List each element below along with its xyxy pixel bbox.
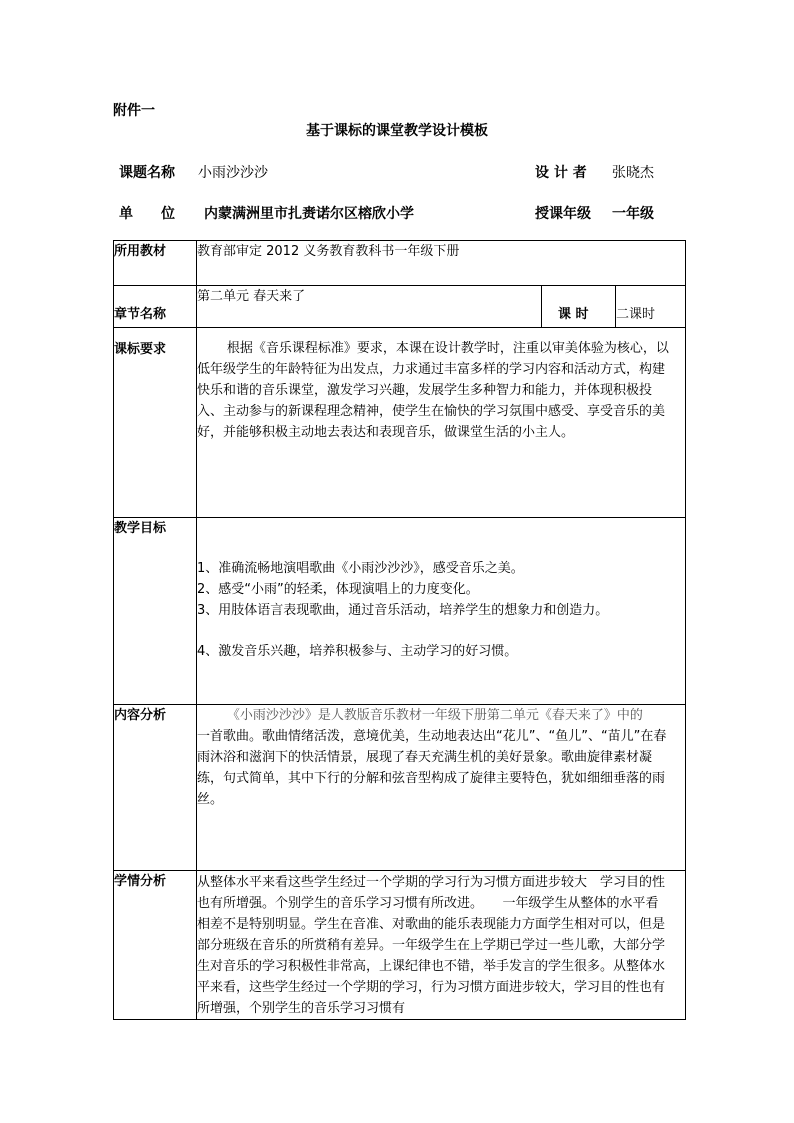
grade-label: 授课年级 bbox=[535, 206, 591, 222]
designer-value: 张晓杰 bbox=[612, 165, 654, 181]
designer-label: 设 计 者 bbox=[535, 165, 587, 181]
topic-value: 小雨沙沙沙 bbox=[198, 165, 268, 181]
hours-label: 课 时 bbox=[542, 286, 616, 328]
unit-label: 单 位 bbox=[119, 206, 175, 222]
goal-item: 1、准确流畅地演唱歌曲《小雨沙沙沙》，感受音乐之美。 bbox=[197, 561, 524, 576]
students-text: 从整体水平来看这些学生经过一个学期的学习行为习惯方面进步较大 学习目的性也有所增强。个别学生的音乐学习习惯有所改进。 一年级学生从整体的水平看相差不是特别明显。学生在音准、对歌曲的能乐表现能力方面学生相对可以，但是部分班级在音乐的所赏稍有差异。一年级学生在上学期已学过一些儿歌，大部分学生对音乐的学习积极性非常高，上课纪律也不错，举手发言的学生很多。从整体水平来看，这些学生经过一个学期的学习，行为习惯方面进步较大，学习目的性也有所增强，个别学生的音乐学习习惯有 bbox=[197, 875, 666, 1016]
document-title: 基于课标的课堂教学设计模板 bbox=[306, 123, 488, 139]
textbook-label: 所用教材 bbox=[114, 241, 197, 286]
goal-item: 4、激发音乐兴趣，培养积极参与、主动学习的好习惯。 bbox=[197, 644, 518, 659]
chapter-label: 章节名称 bbox=[114, 286, 197, 328]
content-label: 内容分析 bbox=[114, 705, 197, 871]
lesson-plan-table bbox=[113, 240, 686, 1020]
row-goals bbox=[114, 518, 686, 705]
hours-value: 二课时 bbox=[616, 286, 686, 328]
attachment-label: 附件一 bbox=[113, 103, 155, 119]
chapter-value: 第二单元 春天来了 bbox=[197, 286, 542, 328]
row-standard bbox=[114, 328, 686, 518]
goal-item: 2、感受“小雨”的轻柔，体现演唱上的力度变化。 bbox=[197, 582, 479, 597]
content-lead: 《小雨沙沙沙》是人教版音乐教材一年级下册第二单元《春天来了》中的 bbox=[226, 708, 643, 723]
row-students bbox=[114, 871, 686, 1020]
row-content bbox=[114, 705, 686, 871]
row-chapter bbox=[114, 286, 686, 328]
grade-value: 一年级 bbox=[612, 206, 654, 222]
textbook-value: 教育部审定 2012 义务教育教科书一年级下册 bbox=[197, 241, 686, 286]
row-textbook bbox=[114, 241, 686, 286]
content-text: 一首歌曲。歌曲情绪活泼，意境优美，生动地表达出“花儿”、“鱼儿”、“苗儿”在春雨沐浴和滋润下的快活情景，展现了春天充满生机的美好景象。歌曲旋律素材凝练，句式简单，其中下行的分解和弦音型构成了旋律主要特色，犹如细细垂落的雨丝。 bbox=[197, 729, 667, 807]
students-label: 学情分析 bbox=[114, 871, 197, 1020]
standard-label: 课标要求 bbox=[114, 328, 197, 518]
goal-item: 3、用肢体语言表现歌曲，通过音乐活动，培养学生的想象力和创造力。 bbox=[197, 603, 609, 618]
goals-label: 教学目标 bbox=[114, 518, 197, 705]
unit-value: 内蒙满洲里市扎赉诺尔区榕欣小学 bbox=[204, 206, 414, 222]
topic-label: 课题名称 bbox=[119, 165, 175, 181]
standard-text: 根据《音乐课程标准》要求，本课在设计教学时，注重以审美体验为核心，以低年级学生的年龄特征为出发点，力求通过丰富多样的学习内容和活动方式，构建快乐和谐的音乐课堂，激发学习兴趣，发展学生多种智力和能力，并体现积极投入、主动参与的新课程理念精神，使学生在愉快的学习氛围中感受、享受音乐的美好，并能够积极主动地去表达和表现音乐，做课堂生活的小主人。 bbox=[197, 341, 669, 440]
